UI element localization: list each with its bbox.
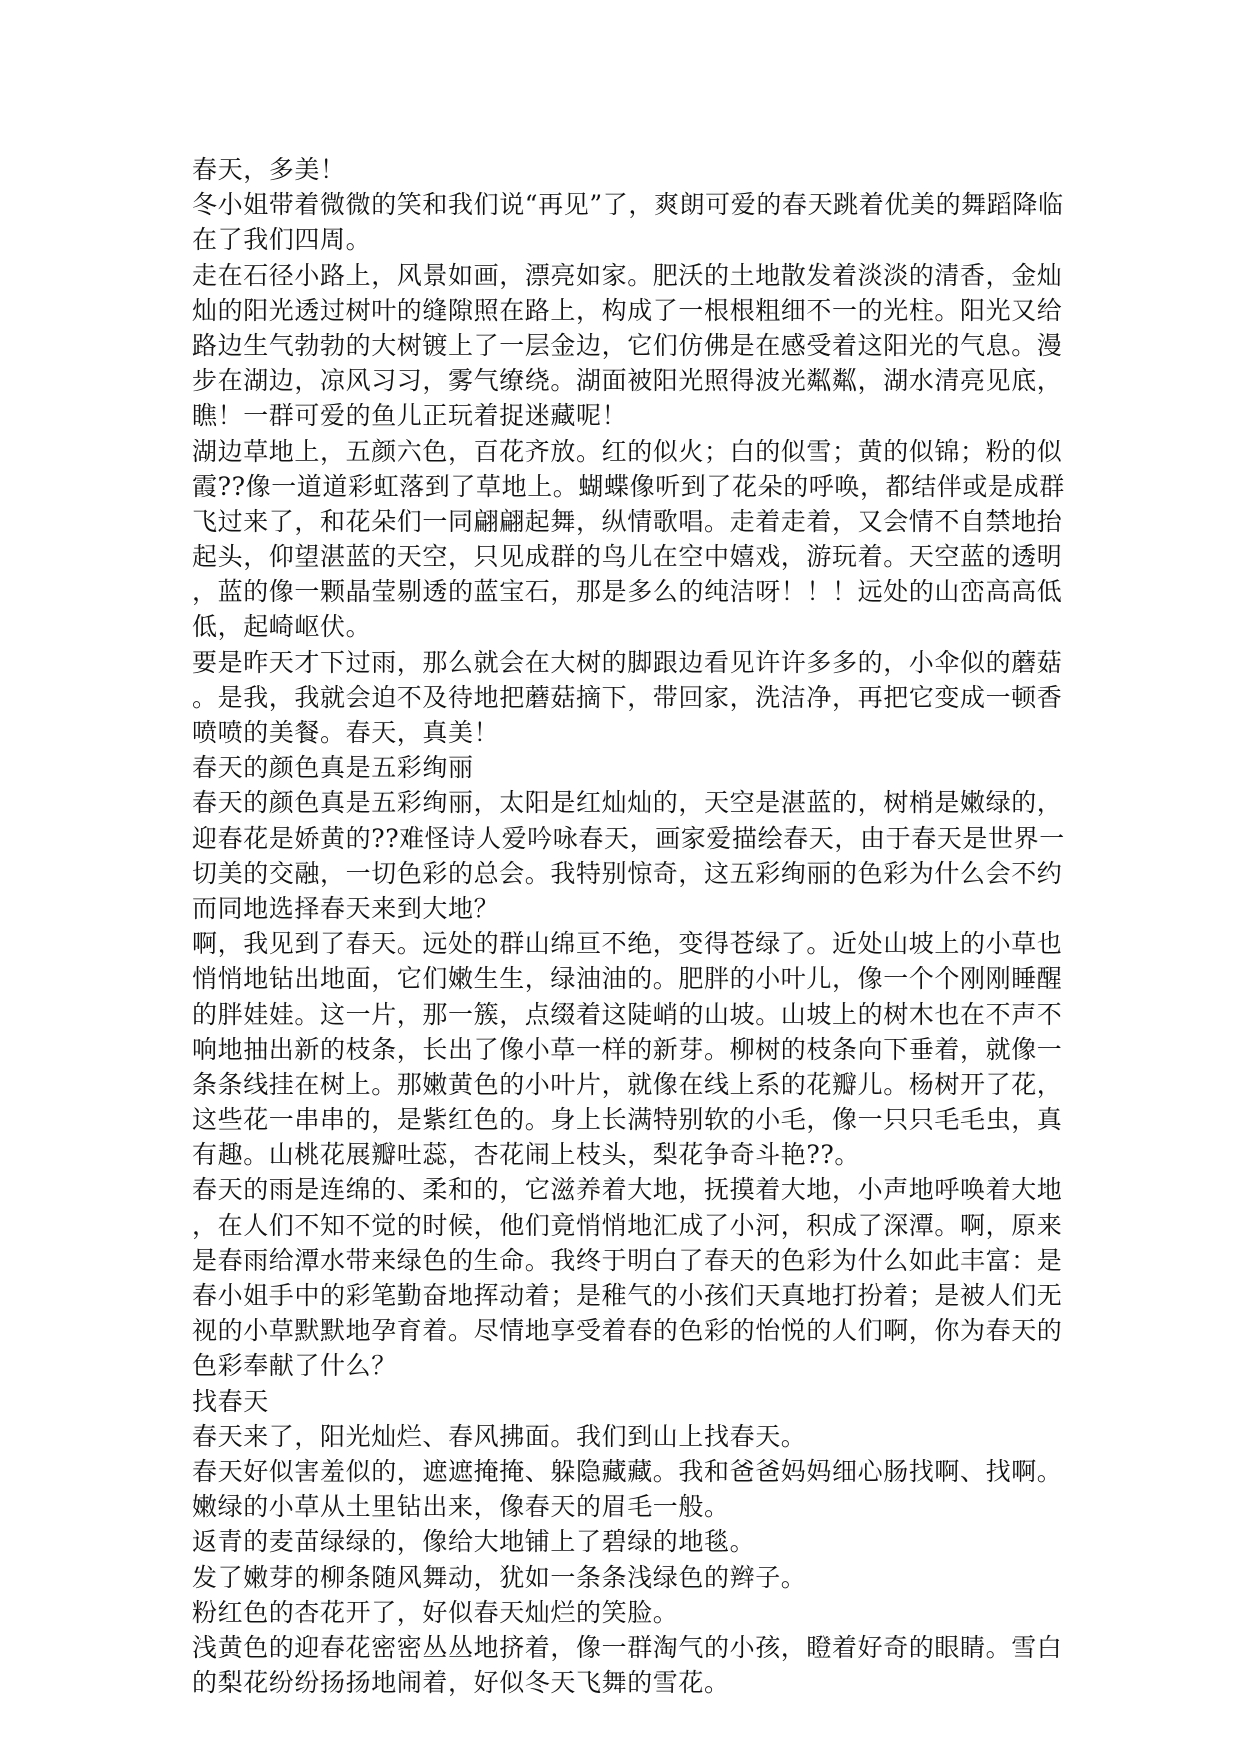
text-line: 这些花一串串的，是紫红色的。身上长满特别软的小毛，像一只只毛毛虫，真	[192, 1105, 1063, 1135]
document-body	[192, 152, 1065, 1700]
text-line: 嫩绿的小草从土里钻出来，像春天的眉毛一般。	[192, 1492, 730, 1522]
text-line: 找春天	[192, 1386, 269, 1416]
text-line: 的梨花纷纷扬扬地闹着，好似冬天飞舞的雪花。	[192, 1668, 730, 1698]
text-line: 霞??像一道道彩虹落到了草地上。蝴蝶像听到了花朵的呼唤，都结伴或是成群	[192, 471, 1065, 501]
text-line: 冬小姐带着微微的笑和我们说“再见”了，爽朗可爱的春天跳着优美的舞蹈降临	[192, 190, 1064, 220]
text-line: 条条线挂在树上。那嫩黄色的小叶片，就像在线上系的花瓣儿。杨树开了花，	[192, 1069, 1063, 1099]
text-line: 响地抽出新的枝条，长出了像小草一样的新芽。柳树的枝条向下垂着，就像一	[192, 1034, 1063, 1064]
text-line: 低，起崎岖伏。	[192, 612, 372, 642]
text-line: 有趣。山桃花展瓣吐蕊，杏花闹上枝头，梨花争奇斗艳??。	[192, 1140, 861, 1170]
text-line: 起头，仰望湛蓝的天空，只见成群的鸟儿在空中嬉戏，游玩着。天空蓝的透明	[192, 542, 1063, 572]
text-line: 粉红色的杏花开了，好似春天灿烂的笑脸。	[192, 1597, 679, 1627]
text-line: 浅黄色的迎春花密密丛丛地挤着，像一群淘气的小孩，瞪着好奇的眼睛。雪白	[192, 1632, 1063, 1662]
text-line: 切美的交融，一切色彩的总会。我特别惊奇，这五彩绚丽的色彩为什么会不约	[192, 858, 1063, 888]
text-line: 悄悄地钻出地面，它们嫩生生，绿油油的。肥胖的小叶儿，像一个个刚刚睡醒	[192, 964, 1063, 994]
text-line: 在了我们四周。	[192, 225, 372, 255]
text-line: 春天的颜色真是五彩绚丽	[192, 753, 474, 783]
text-line: 而同地选择春天来到大地？	[192, 893, 500, 923]
text-line: 发了嫩芽的柳条随风舞动，犹如一条条浅绿色的辫子。	[192, 1562, 807, 1592]
text-line: 是春雨给潭水带来绿色的生命。我终于明白了春天的色彩为什么如此丰富：是	[192, 1245, 1063, 1275]
text-line: 的胖娃娃。这一片，那一簇，点缀着这陡峭的山坡。山坡上的树木也在不声不	[192, 999, 1063, 1029]
text-line: 返青的麦苗绿绿的，像给大地铺上了碧绿的地毯。	[192, 1527, 756, 1557]
text-line: 走在石径小路上，风景如画，漂亮如家。肥沃的土地散发着淡淡的清香，金灿	[192, 260, 1063, 290]
text-line: 春天好似害羞似的，遮遮掩掩、躲隐藏藏。我和爸爸妈妈细心肠找啊、找啊。	[192, 1456, 1063, 1486]
text-line: 春天的颜色真是五彩绚丽，太阳是红灿灿的，天空是湛蓝的，树梢是嫩绿的，	[192, 788, 1063, 818]
text-line: 要是昨天才下过雨，那么就会在大树的脚跟边看见许许多多的，小伞似的蘑菇	[192, 647, 1063, 677]
text-line: 喷喷的美餐。春天，真美！	[192, 718, 500, 747]
text-line: 。是我，我就会迫不及待地把蘑菇摘下，带回家，洗洁净，再把它变成一顿香	[192, 682, 1063, 712]
text-line: 啊，我见到了春天。远处的群山绵亘不绝，变得苍绿了。近处山坡上的小草也	[192, 929, 1063, 959]
text-line: 视的小草默默地孕育着。尽情地享受着春的色彩的怡悦的人们啊，你为春天的	[192, 1316, 1063, 1346]
text-line: 春小姐手中的彩笔勤奋地挥动着；是稚气的小孩们天真地打扮着；是被人们无	[192, 1281, 1063, 1310]
text-line: 春天来了，阳光灿烂、春风拂面。我们到山上找春天。	[192, 1421, 807, 1451]
text-line: 春天的雨是连绵的、柔和的，它滋养着大地，抚摸着大地，小声地呼唤着大地	[192, 1175, 1063, 1205]
text-line: 步在湖边，凉风习习，雾气缭绕。湖面被阳光照得波光粼粼，湖水清亮见底，	[192, 366, 1063, 396]
text-line: ，蓝的像一颗晶莹剔透的蓝宝石，那是多么的纯洁呀！！！远处的山峦高高低	[192, 577, 1063, 607]
text-line: 飞过来了，和花朵们一同翩翩起舞，纵情歌唱。走着走着，又会情不自禁地抬	[192, 506, 1063, 536]
text-line: 色彩奉献了什么？	[192, 1351, 397, 1381]
text-line: 春天，多美！	[192, 155, 346, 184]
text-line: 迎春花是娇黄的??难怪诗人爱吟咏春天，画家爱描绘春天，由于春天是世界一	[192, 823, 1065, 853]
text-line: 湖边草地上，五颜六色，百花齐放。红的似火；白的似雪；黄的似锦；粉的似	[192, 436, 1063, 466]
text-line: 瞧！一群可爱的鱼儿正玩着捉迷藏呢！	[192, 401, 628, 431]
text-line: ，在人们不知不觉的时候，他们竟悄悄地汇成了小河，积成了深潭。啊，原来	[192, 1210, 1063, 1240]
text-line: 路边生气勃勃的大树镀上了一层金边，它们仿佛是在感受着这阳光的气息。漫	[192, 330, 1063, 360]
text-line: 灿的阳光透过树叶的缝隙照在路上，构成了一根根粗细不一的光柱。阳光又给	[192, 295, 1063, 325]
